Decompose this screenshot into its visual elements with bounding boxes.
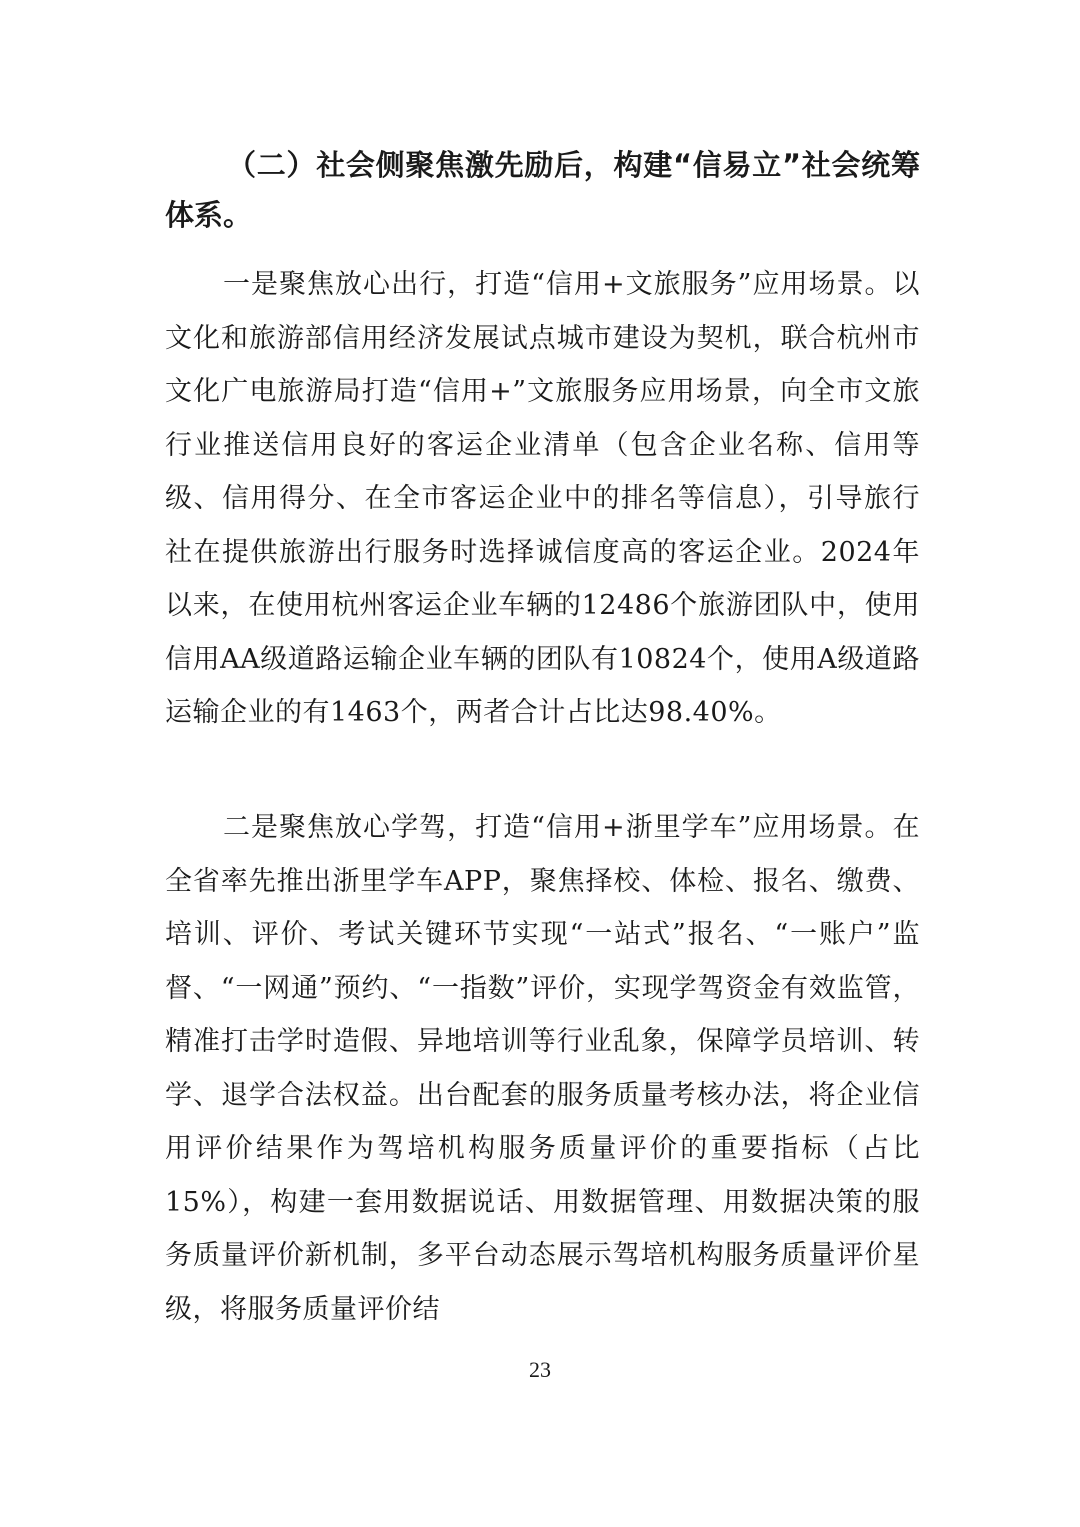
page-number: 23 [529, 1357, 551, 1382]
body-paragraph-travel: 一是聚焦放心出行，打造“信用+文旅服务”应用场景。以文化和旅游部信用经济发展试点城市建设为契机，联合杭州市文化广电旅游局打造“信用+”文旅服务应用场景，向全市文旅行业推送信用良好的客运企业清单（包含企业名称、信用等级、信用得分、在全市客运企业中的排名等信息），引导旅行社在提供旅游出行服务时选择诚信度高的客运企业。2024年以来，在使用杭州客运企业车辆的12486个旅游团队中，使用信用AA级道路运输企业车辆的团队有10824个，使用A级道路运输企业的有1463个，两者合计占比达98.40%。 [165, 269, 920, 728]
body-paragraph-driving: 二是聚焦放心学驾，打造“信用+浙里学车”应用场景。在全省率先推出浙里学车APP，聚焦择校、体检、报名、缴费、培训、评价、考试关键环节实现“一站式”报名、“一账户”监督、“一网通”预约、“一指数”评价，实现学驾资金有效监管，精准打击学时造假、异地培训等行业乱象，保障学员培训、转学、退学合法权益。出台配套的服务质量考核办法，将企业信用评价结果作为驾培机构服务质量评价的重要指标（占比15%），构建一套用数据说话、用数据管理、用数据决策的服务质量评价新机制，多平台动态展示驾培机构服务质量评价星级，将服务质量评价结 [165, 812, 920, 1325]
section-heading: （二）社会侧聚焦激先励后，构建“信易立”社会统筹体系。 [165, 148, 920, 232]
